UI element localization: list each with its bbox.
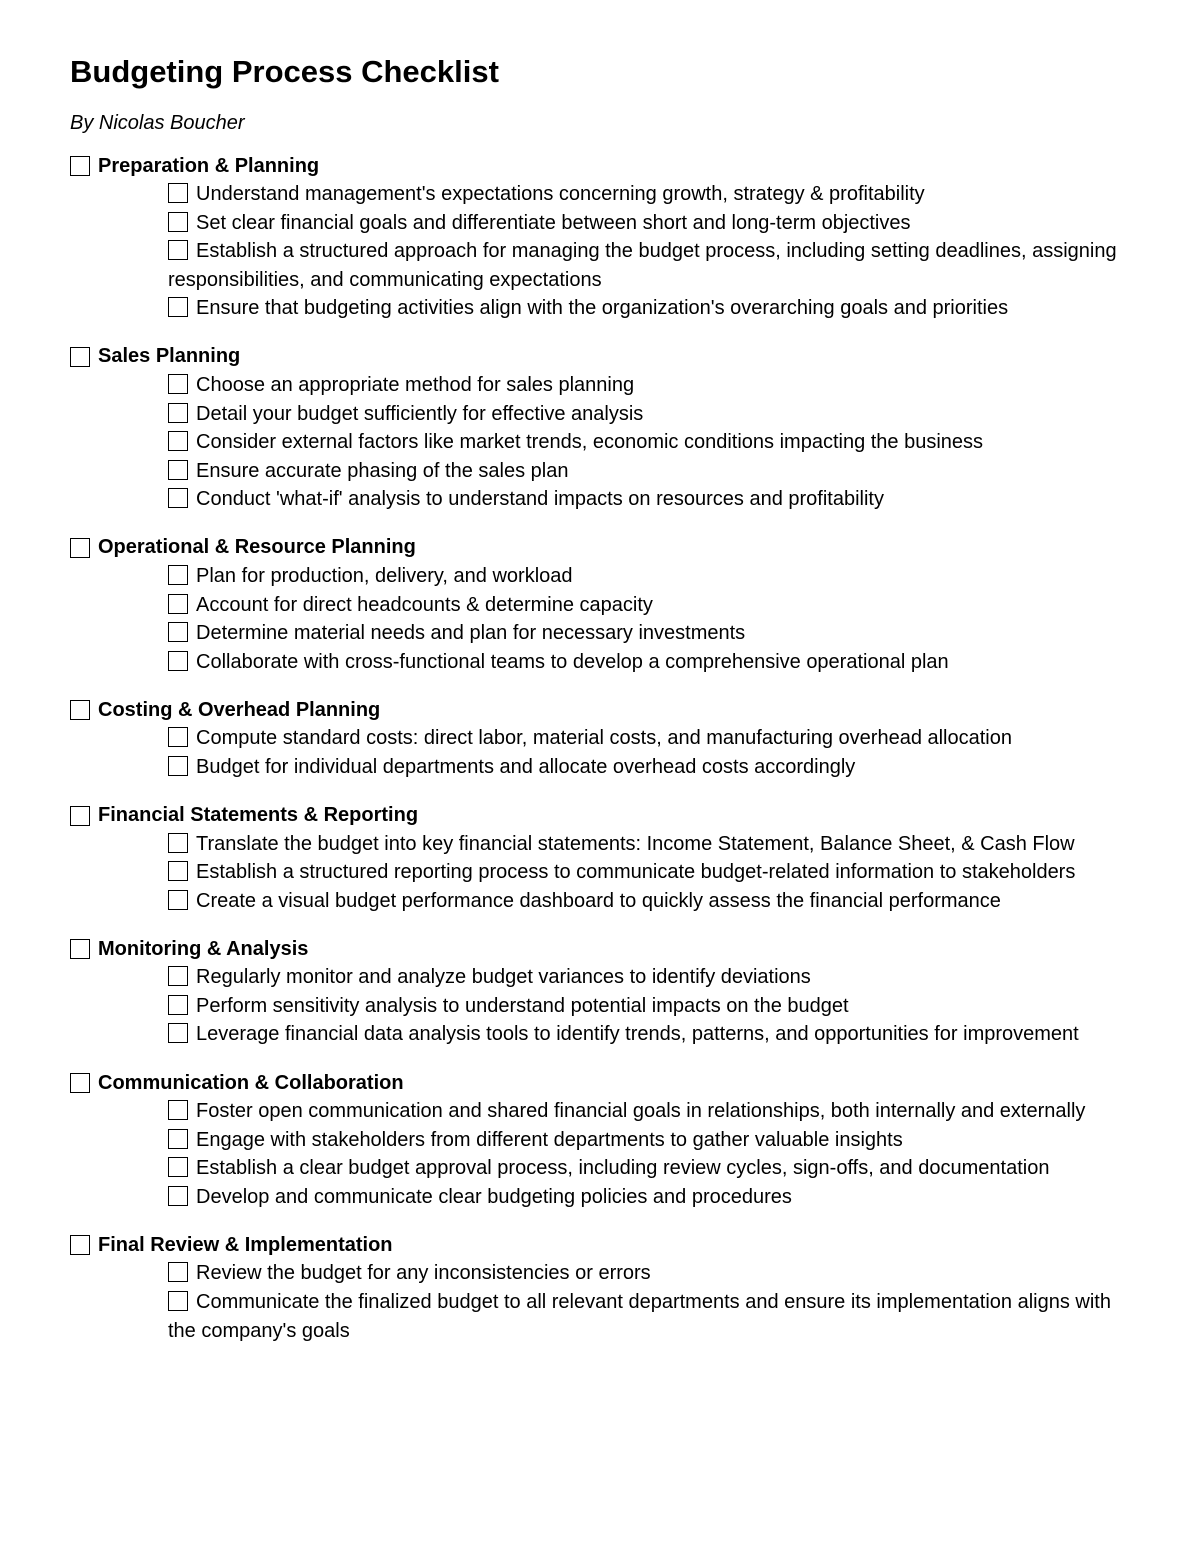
item-checkbox[interactable] xyxy=(168,727,188,747)
section-heading: Costing & Overhead Planning xyxy=(98,698,381,721)
checklist-item xyxy=(168,1183,1132,1212)
item-checkbox[interactable] xyxy=(168,240,188,260)
item-checkbox[interactable] xyxy=(168,1186,188,1206)
checklist-item xyxy=(168,591,1132,620)
checklist-item xyxy=(168,1154,1132,1183)
item-checkbox[interactable] xyxy=(168,1291,188,1311)
section-heading: Sales Planning xyxy=(98,345,241,368)
item-text: Develop and communicate clear budgeting policies and procedures xyxy=(196,1185,792,1208)
checklist-item xyxy=(168,237,1132,294)
item-checkbox[interactable] xyxy=(168,995,188,1015)
section-heading-row xyxy=(70,1231,1132,1259)
item-text: Review the budget for any inconsistencies or errors xyxy=(196,1262,651,1285)
checklist-section xyxy=(70,343,1132,514)
checklist-item xyxy=(168,619,1132,648)
item-text: Plan for production, delivery, and workload xyxy=(196,564,573,587)
section-heading-row xyxy=(70,935,1132,963)
document-page xyxy=(70,52,1132,1365)
item-checkbox[interactable] xyxy=(168,833,188,853)
checklist-item xyxy=(168,992,1132,1021)
section-checkbox[interactable] xyxy=(70,700,90,720)
item-text: Regularly monitor and analyze budget variances to identify deviations xyxy=(196,966,811,989)
checklist-section xyxy=(70,935,1132,1049)
checklist xyxy=(70,152,1132,1345)
page-title: Budgeting Process Checklist xyxy=(70,54,499,89)
checklist-item xyxy=(168,485,1132,514)
checklist-section xyxy=(70,152,1132,323)
item-text: Translate the budget into key financial statements: Income Statement, Balance Sheet, & Cash Flow xyxy=(196,832,1075,855)
checklist-item xyxy=(168,724,1132,753)
checklist-item xyxy=(168,180,1132,209)
item-checkbox[interactable] xyxy=(168,890,188,910)
section-heading-row xyxy=(70,534,1132,562)
item-checkbox[interactable] xyxy=(168,651,188,671)
item-text: Budget for individual departments and allocate overhead costs accordingly xyxy=(196,755,856,778)
item-checkbox[interactable] xyxy=(168,1262,188,1282)
checklist-item xyxy=(168,209,1132,238)
section-heading-row xyxy=(70,696,1132,724)
section-items xyxy=(168,724,1132,781)
item-text: Engage with stakeholders from different departments to gather valuable insights xyxy=(196,1128,903,1151)
item-text: Establish a structured approach for managing the budget process, including setting deadlines, assigning responsibilities, and communicating expectations xyxy=(168,240,1117,291)
item-checkbox[interactable] xyxy=(168,565,188,585)
item-text: Create a visual budget performance dashboard to quickly assess the financial performance xyxy=(196,889,1001,912)
section-heading: Monitoring & Analysis xyxy=(98,937,309,960)
checklist-section xyxy=(70,1069,1132,1211)
item-text: Perform sensitivity analysis to understand potential impacts on the budget xyxy=(196,994,849,1017)
section-heading: Financial Statements & Reporting xyxy=(98,804,419,826)
checklist-item xyxy=(168,753,1132,782)
item-checkbox[interactable] xyxy=(168,374,188,394)
section-heading: Operational & Resource Planning xyxy=(98,536,416,559)
item-text: Ensure accurate phasing of the sales plan xyxy=(196,459,569,482)
item-text: Understand management's expectations concerning growth, strategy & profitability xyxy=(196,183,925,205)
item-text: Account for direct headcounts & determine capacity xyxy=(196,593,653,616)
checklist-item xyxy=(168,887,1132,916)
checklist-item xyxy=(168,457,1132,486)
section-heading: Communication & Collaboration xyxy=(98,1071,404,1094)
item-checkbox[interactable] xyxy=(168,460,188,480)
item-text: Conduct 'what-if' analysis to understand impacts on resources and profitability xyxy=(196,488,884,511)
item-text: Determine material needs and plan for necessary investments xyxy=(196,622,746,645)
item-text: Foster open communication and shared financial goals in relationships, both internally and externally xyxy=(196,1100,1086,1123)
checklist-section xyxy=(70,802,1132,916)
item-text: Ensure that budgeting activities align with the organization's overarching goals and priorities xyxy=(196,297,1009,320)
checklist-item xyxy=(168,428,1132,457)
section-items xyxy=(168,562,1132,676)
item-text: Leverage financial data analysis tools to identify trends, patterns, and opportunities for improvement xyxy=(196,1023,1079,1046)
item-checkbox[interactable] xyxy=(168,622,188,642)
section-checkbox[interactable] xyxy=(70,538,90,558)
section-heading-row xyxy=(70,802,1132,830)
item-checkbox[interactable] xyxy=(168,861,188,881)
section-heading: Preparation & Planning xyxy=(98,154,320,177)
author-byline: By Nicolas Boucher xyxy=(70,112,245,134)
item-checkbox[interactable] xyxy=(168,212,188,232)
item-text: Establish a structured reporting process to communicate budget-related information to stakeholders xyxy=(196,861,1076,884)
item-checkbox[interactable] xyxy=(168,1100,188,1120)
section-checkbox[interactable] xyxy=(70,156,90,176)
item-checkbox[interactable] xyxy=(168,966,188,986)
item-checkbox[interactable] xyxy=(168,431,188,451)
section-items xyxy=(168,963,1132,1049)
section-heading-row xyxy=(70,152,1132,180)
section-checkbox[interactable] xyxy=(70,1073,90,1093)
section-items xyxy=(168,1097,1132,1211)
item-text: Consider external factors like market trends, economic conditions impacting the business xyxy=(196,431,984,454)
checklist-item xyxy=(168,1126,1132,1155)
item-checkbox[interactable] xyxy=(168,403,188,423)
item-checkbox[interactable] xyxy=(168,297,188,317)
item-checkbox[interactable] xyxy=(168,594,188,614)
item-text: Choose an appropriate method for sales planning xyxy=(196,373,635,396)
checklist-item xyxy=(168,562,1132,591)
section-items xyxy=(168,1259,1132,1345)
section-checkbox[interactable] xyxy=(70,1235,90,1255)
item-checkbox[interactable] xyxy=(168,183,188,203)
item-text: Establish a clear budget approval process, including review cycles, sign-offs, and documentation xyxy=(196,1157,1050,1180)
item-text: Collaborate with cross-functional teams to develop a comprehensive operational plan xyxy=(196,650,949,673)
checklist-item xyxy=(168,294,1132,323)
checklist-item xyxy=(168,858,1132,887)
item-text: Compute standard costs: direct labor, material costs, and manufacturing overhead allocation xyxy=(196,727,1012,750)
section-items xyxy=(168,371,1132,514)
item-checkbox[interactable] xyxy=(168,1023,188,1043)
section-checkbox[interactable] xyxy=(70,347,90,367)
item-checkbox[interactable] xyxy=(168,1157,188,1177)
section-heading-row xyxy=(70,1069,1132,1097)
checklist-item xyxy=(168,400,1132,429)
section-items xyxy=(168,180,1132,323)
checklist-section xyxy=(70,696,1132,781)
section-heading-row xyxy=(70,343,1132,371)
section-items xyxy=(168,830,1132,916)
item-checkbox[interactable] xyxy=(168,1129,188,1149)
section-heading: Final Review & Implementation xyxy=(98,1233,393,1256)
checklist-item xyxy=(168,648,1132,677)
checklist-item xyxy=(168,1097,1132,1126)
item-text: Set clear financial goals and differentiate between short and long-term objectives xyxy=(196,211,911,234)
section-checkbox[interactable] xyxy=(70,939,90,959)
item-text: Detail your budget sufficiently for effective analysis xyxy=(196,402,644,425)
item-checkbox[interactable] xyxy=(168,488,188,508)
checklist-item xyxy=(168,1020,1132,1049)
checklist-item xyxy=(168,1288,1132,1345)
item-text: Communicate the finalized budget to all relevant departments and ensure its implementation aligns with the company's goals xyxy=(168,1291,1111,1342)
checklist-item xyxy=(168,963,1132,992)
checklist-item xyxy=(168,830,1132,859)
checklist-item xyxy=(168,1259,1132,1288)
checklist-section xyxy=(70,534,1132,676)
checklist-section xyxy=(70,1231,1132,1345)
checklist-item xyxy=(168,371,1132,400)
section-checkbox[interactable] xyxy=(70,806,90,826)
item-checkbox[interactable] xyxy=(168,756,188,776)
